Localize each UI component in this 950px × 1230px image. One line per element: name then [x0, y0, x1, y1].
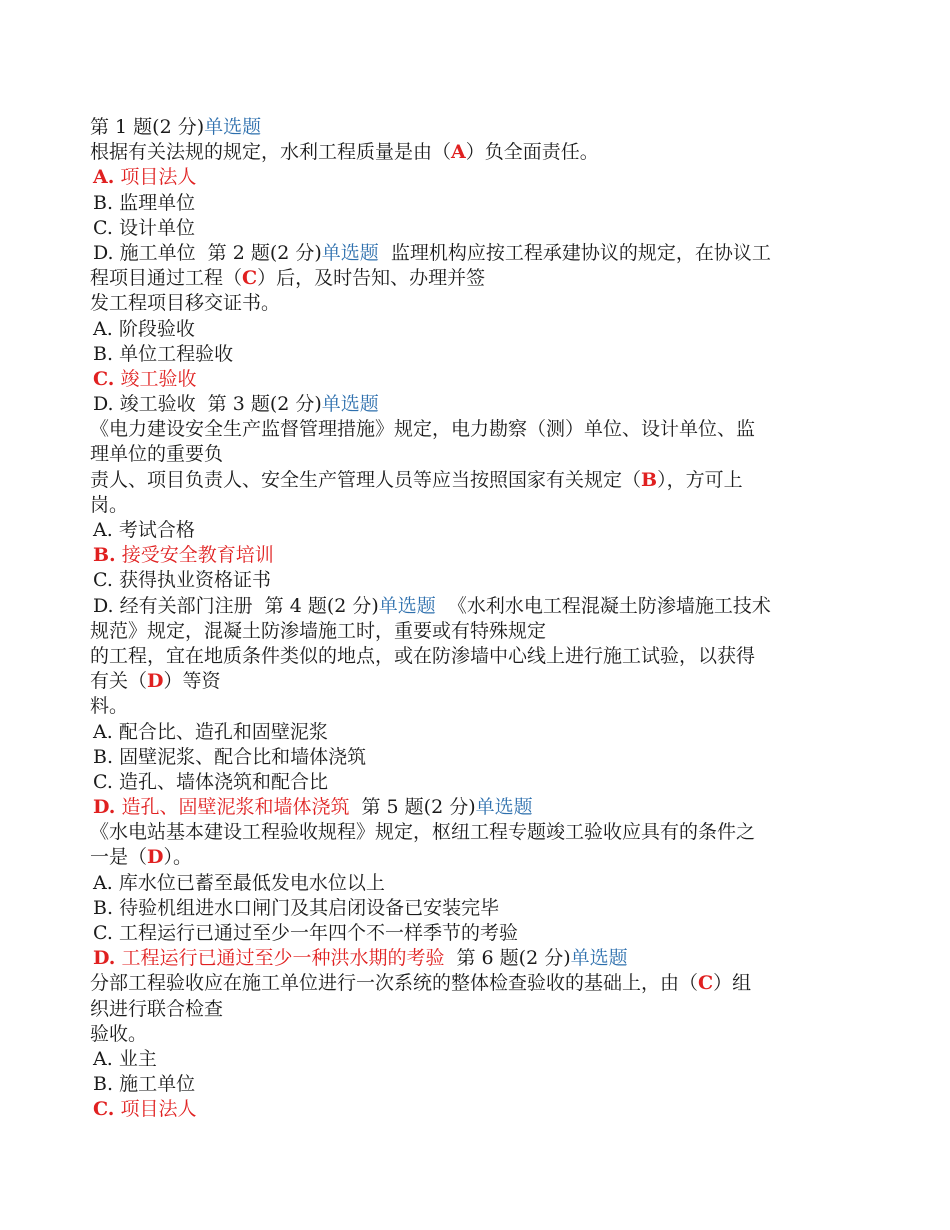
- option-text: 待验机组进水口闸门及其启闭设备已安装完毕: [119, 896, 500, 919]
- option-content: [93, 544, 274, 566]
- option-text: 施工单位: [119, 241, 196, 264]
- stem-text: 《水电站基本建设工程验收规程》规定，枢纽工程专题竣工验收应具有的条件之: [90, 821, 756, 844]
- question-type: 单选题: [378, 594, 436, 617]
- option-letter: C.: [93, 922, 113, 944]
- option-correct: [90, 1097, 870, 1122]
- option-content: [93, 393, 196, 415]
- option: [90, 191, 870, 216]
- stem-text: 分部工程验收应在施工单位进行一次系统的整体检查验收的基础上，由（: [90, 972, 699, 995]
- option-letter: B.: [93, 544, 116, 567]
- option: [90, 594, 870, 619]
- stem-text: 程项目通过工程（: [90, 267, 243, 290]
- option-content: [93, 721, 328, 743]
- option-text: 工程运行已通过至少一种洪水期的考验: [121, 947, 445, 970]
- option-letter: D.: [93, 241, 114, 264]
- stem-text: ），方可上: [657, 468, 743, 491]
- option-content: [93, 897, 499, 919]
- option-letter: A.: [93, 317, 113, 340]
- option-letter: A.: [93, 1047, 113, 1070]
- question-stem-line: [90, 694, 870, 719]
- option: [90, 392, 870, 417]
- option-correct: [90, 795, 870, 820]
- option-letter: D.: [93, 594, 114, 617]
- option-content: [93, 343, 233, 365]
- question-type: 单选题: [570, 947, 628, 970]
- question-title: [90, 115, 870, 140]
- option: [90, 770, 870, 795]
- option-letter: B.: [93, 896, 114, 919]
- stem-text: 《电力建设安全生产监督管理措施》规定，电力勘察（测）单位、设计单位、监: [90, 418, 756, 441]
- option-content: [93, 519, 195, 541]
- question-stem-line: [90, 468, 870, 493]
- option-content: [93, 771, 328, 793]
- stem-text: 监理机构应按工程承建协议的规定，在协议工: [390, 241, 771, 264]
- question-number: 第 3 题(2 分): [207, 393, 322, 416]
- option-text: 获得执业资格证书: [118, 569, 271, 592]
- question-stem-line: [90, 140, 870, 165]
- question-stem-line: [90, 493, 870, 518]
- option-letter: A.: [93, 166, 115, 189]
- option-content: [93, 166, 196, 188]
- question-stem-line: [90, 845, 870, 870]
- option: [90, 518, 870, 543]
- stem-text: 发工程项目移交证书。: [90, 292, 281, 315]
- option-text: 工程运行已通过至少一年四个不一样季节的考验: [118, 922, 518, 944]
- option: [90, 745, 870, 770]
- question-number: 第 1 题(2 分): [90, 116, 205, 138]
- option: [90, 342, 870, 367]
- answer-letter: B: [641, 468, 658, 491]
- answer-letter: A: [451, 141, 466, 164]
- option-text: 库水位已蓄至最低发电水位以上: [118, 871, 385, 894]
- option-correct: [90, 946, 870, 971]
- option-text: 固壁泥浆、配合比和墙体浇筑: [119, 745, 367, 768]
- option: [90, 871, 870, 896]
- question-type: 单选题: [204, 116, 262, 138]
- question-stem-line: [90, 291, 870, 316]
- question-stem-line: [90, 619, 870, 644]
- option-letter: C.: [93, 569, 113, 592]
- option-correct: [90, 543, 870, 568]
- option-text: 造孔、墙体浇筑和配合比: [118, 770, 328, 793]
- option-text: 业主: [118, 1047, 157, 1070]
- question-number: 第 5 题(2 分): [361, 796, 476, 819]
- option-text: 竣工验收: [120, 367, 197, 390]
- option-content: [93, 368, 196, 390]
- option-letter: B.: [93, 342, 114, 365]
- option-letter: B.: [93, 1073, 114, 1096]
- question-stem-line: [90, 669, 870, 694]
- question-number: 第 6 题(2 分): [456, 947, 571, 970]
- option: [90, 317, 870, 342]
- option-letter: C.: [93, 216, 113, 239]
- question-stem-line: [90, 644, 870, 669]
- stem-text: 理单位的重要负: [90, 443, 224, 466]
- option-content: [93, 595, 253, 617]
- stem-text: ）。: [163, 846, 193, 869]
- option-content: [93, 569, 271, 591]
- question-stem-line: [90, 997, 870, 1022]
- option-text: 经有关部门注册: [119, 594, 253, 617]
- question-stem-line: [90, 417, 870, 442]
- option-text: 竣工验收: [119, 393, 196, 416]
- option-letter: D.: [93, 796, 116, 819]
- stem-text: 织进行联合检查: [90, 997, 224, 1020]
- option-content: [93, 1073, 195, 1095]
- option-text: 造孔、固壁泥浆和墙体浇筑: [121, 796, 350, 819]
- question-number: 第 2 题(2 分): [207, 241, 322, 264]
- answer-letter: C: [242, 267, 258, 290]
- stem-text: 一是（: [90, 846, 148, 869]
- option-letter: A.: [93, 871, 113, 894]
- option: [90, 1047, 870, 1072]
- option-content: [93, 217, 195, 239]
- option-content: [93, 1048, 157, 1070]
- option: [90, 1072, 870, 1097]
- option-letter: C.: [93, 367, 115, 390]
- option-letter: B.: [93, 191, 114, 214]
- option-text: 设计单位: [118, 216, 195, 239]
- stem-text: ）负全面责任。: [465, 141, 599, 164]
- option-text: 施工单位: [119, 1073, 196, 1096]
- option-correct: [90, 367, 870, 392]
- stem-text: 的工程，宜在地质条件类似的地点，或在防渗墙中心线上进行施工试验，以获得: [90, 644, 756, 667]
- stem-text: 有关（: [90, 670, 148, 693]
- document-body: [90, 115, 870, 1123]
- question-type: 单选题: [321, 241, 379, 264]
- option-letter: D.: [93, 947, 116, 970]
- question-stem-line: [90, 971, 870, 996]
- option-content: [93, 796, 349, 818]
- option-letter: C.: [93, 770, 113, 793]
- option-content: [93, 947, 444, 969]
- question-stem-line: [90, 820, 870, 845]
- option-letter: D.: [93, 393, 114, 416]
- option: [90, 921, 870, 946]
- option: [90, 720, 870, 745]
- option-text: 项目法人: [120, 1098, 197, 1121]
- option-content: [93, 746, 366, 768]
- stem-text: 根据有关法规的规定，水利工程质量是由（: [90, 141, 452, 164]
- option-letter: C.: [93, 1098, 115, 1121]
- stem-text: ）组: [713, 972, 752, 995]
- option-letter: A.: [93, 519, 113, 541]
- stem-text: 料。: [90, 695, 129, 718]
- option: [90, 896, 870, 921]
- option-letter: B.: [93, 745, 114, 768]
- option-content: [93, 192, 195, 214]
- question-stem-line: [90, 1022, 870, 1047]
- stem-text: 岗。: [90, 493, 129, 516]
- option-text: 阶段验收: [118, 317, 195, 340]
- option-text: 配合比、造孔和固壁泥浆: [118, 720, 328, 743]
- option-content: [93, 318, 195, 340]
- question-type: 单选题: [321, 393, 379, 416]
- stem-text: 验收。: [90, 1022, 148, 1045]
- option: [90, 216, 870, 241]
- question-stem-line: [90, 266, 870, 291]
- stem-text: 《水利水电工程混凝土防渗墙施工技术: [447, 594, 771, 617]
- stem-text: ）等资: [163, 670, 221, 693]
- answer-letter: C: [698, 972, 714, 995]
- stem-text: ）后，及时告知、办理并签: [257, 267, 486, 290]
- option-content: [93, 242, 196, 264]
- answer-letter: D: [147, 670, 164, 693]
- option-content: [93, 1098, 196, 1120]
- question-stem-line: [90, 442, 870, 467]
- option-content: [93, 922, 518, 944]
- stem-text: 规范》规定，混凝土防渗墙施工时，重要或有特殊规定: [90, 619, 547, 642]
- option-letter: A.: [93, 720, 113, 743]
- option-text: 考试合格: [118, 519, 195, 541]
- stem-text: 责人、项目负责人、安全生产管理人员等应当按照国家有关规定（: [90, 468, 642, 491]
- question-type: 单选题: [475, 796, 533, 819]
- answer-letter: D: [147, 846, 164, 869]
- option-content: [93, 872, 385, 894]
- option: [90, 241, 870, 266]
- option-correct: [90, 165, 870, 190]
- option-text: 接受安全教育培训: [121, 544, 274, 567]
- option: [90, 568, 870, 593]
- option-text: 单位工程验收: [119, 342, 234, 365]
- question-number: 第 4 题(2 分): [264, 594, 379, 617]
- option-text: 监理单位: [119, 191, 196, 214]
- option-text: 项目法人: [120, 166, 197, 189]
